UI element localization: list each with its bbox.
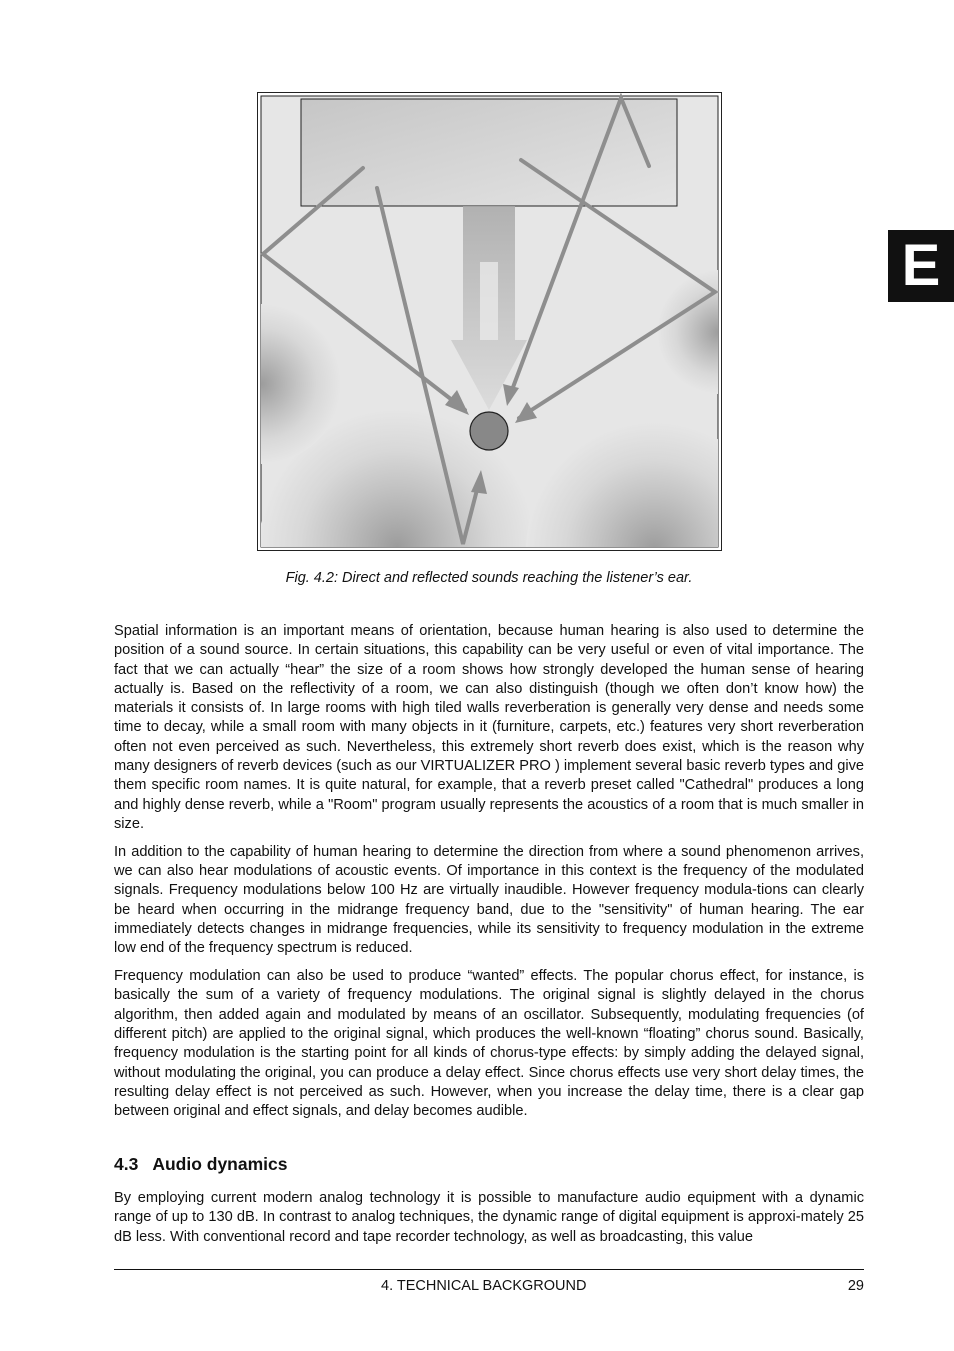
- paragraph-modulation-hearing: In addition to the capability of human hearing to determine the direction from where a sound phenomenon arrives, we can also hear modulations of acoustic events. Of importance in this context is the frequency of the modulated signals. Frequency modulations below 100 Hz are virtually inaudible. However frequency modula-tions can clearly be heard when occurring in the midrange frequency band, due to the "sensitivity" of human hearing. The ear immediately detects changes in midrange frequencies, while its sensitivity to frequency modulation in the extreme low end of the frequency spectrum is reduced.: [114, 843, 864, 957]
- section-number: 4.3: [114, 1154, 139, 1174]
- paragraph-spatial-information: Spatial information is an important means of orientation, because human hearing is also used to determine the position of a sound source. In certain situations, this capability can be very useful or even of vital importance. The fact that we can actually “hear” the size of a room shows how strongly developed the human sense of hearing actually is. Based on the reflectivity of a room, we can also distinguish (though we often don’t know how) the materials it consists of. In large rooms with high tiled walls reverberation is generally very dense and needs some time to decay, while a small room with many objects in it (furniture, carpets, etc.) features very short reverberation often not even perceived as such. Nevertheless, this extremely short reverb does exist, which is the reason why many designers of reverb devices (such as our VIRTUALIZER PRO ) implement several basic reverb types and give them specific room names. It is quite natural, for example, that a reverb preset called "Cathedral" produces a long and highly dense reverb, while a "Room" program usually represents the acoustics of a room that is much smaller in size.: [114, 623, 864, 832]
- listener-head: [470, 412, 508, 450]
- paragraph-audio-dynamics: By employing current modern analog technology it is possible to manufacture audio equipment with a dynamic range of up to 130 dB. In contrast to analog techniques, the dynamic range of digital equipment is approxi-mately 25 dB less. With conventional record and tape recorder technology, as well as broadcasting, this value: [114, 1190, 864, 1245]
- section-title: Audio dynamics: [152, 1154, 288, 1174]
- room-reflection-figure: [257, 92, 722, 551]
- footer-chapter-label: 4. TECHNICAL BACKGROUND: [381, 1278, 587, 1294]
- section-heading: [114, 1154, 288, 1175]
- figure-caption: Fig. 4.2: Direct and reflected sounds reaching the listener’s ear.: [285, 570, 693, 586]
- room-diagram: [257, 92, 722, 551]
- footer-rule: [114, 1269, 864, 1270]
- section-body: [114, 1189, 864, 1247]
- body-text: [114, 622, 864, 1130]
- speaker-box: [301, 99, 677, 206]
- language-tab: E: [888, 230, 954, 302]
- paragraph-frequency-modulation: Frequency modulation can also be used to produce “wanted” effects. The popular chorus effect, for instance, is basically the sum of a variety of frequency modulations. The original signal is slightly delayed in the chorus algorithm, then added again and modulated by means of an oscillator. Subsequently, modulating frequencies (of different pitch) are applied to the original signal, which produces the well-known “floating” chorus sound. Basically, frequency modulation is the starting point for all kinds of chorus-type effects: by simply adding the delayed signal, without modulating the original, you can produce a delay effect. Since chorus effects use very short delay times, the resulting delay effect is not perceived as such. However, when you increase the delay time, there is a clear gap between original and effect signals, and delay becomes audible.: [114, 968, 864, 1120]
- page-number: 29: [847, 1278, 864, 1294]
